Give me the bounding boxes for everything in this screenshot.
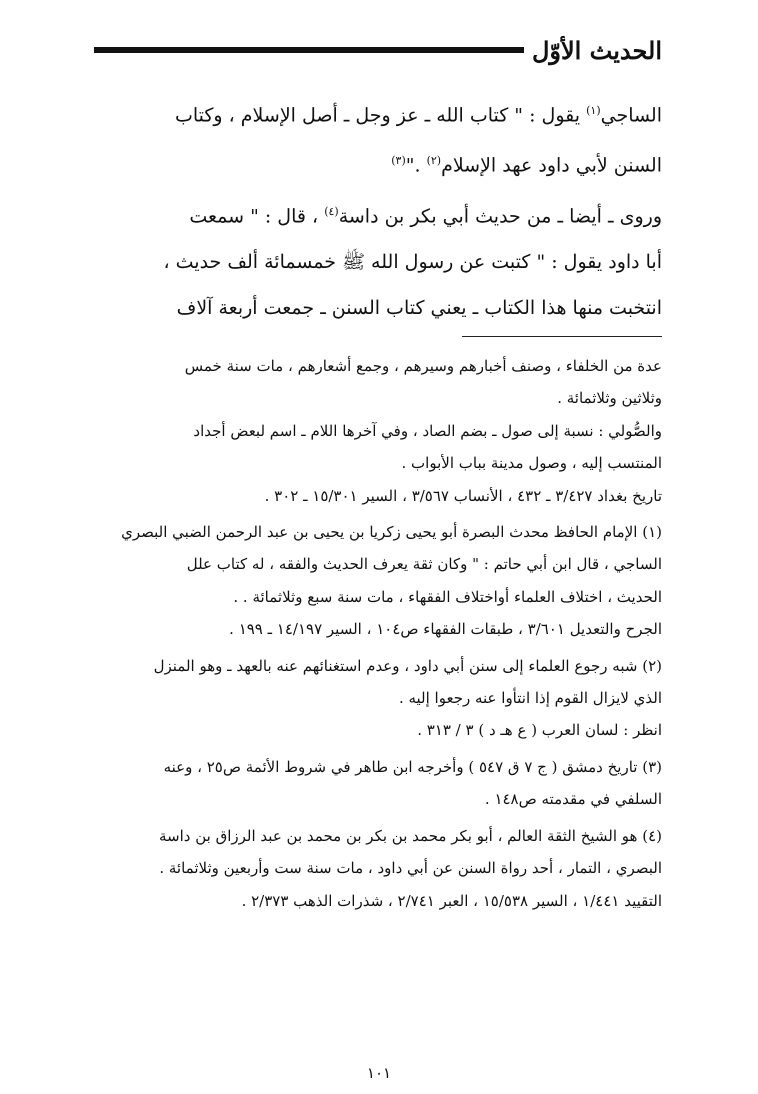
- footnote-ref: (٣): [391, 154, 406, 168]
- footnote-line: عدة من الخلفاء ، وصنف أخبارهم وسيرهم ، وجمع أشعارهم ، مات سنة خمس: [184, 357, 662, 375]
- page-header: [94, 30, 662, 70]
- footnote-line: الجرح والتعديل ٣/٦٠١ ، طبقات الفقهاء ص١٠٤ ، السير ١٤/١٩٧ ـ ١٩٩ .: [229, 620, 662, 639]
- footnote-line: الحديث ، اختلاف العلماء أواختلاف الفقهاء ، مات سنة سبع وثلاثمائة . .: [233, 587, 662, 606]
- footnote-line: انظر : لسان العرب ( ع هـ د ) ٣ / ٣١٣ .: [417, 721, 662, 740]
- main-line: الساجي$^{(١)}$ يقول : " كتاب الله ـ عز وجل ـ أصل الإسلام ، وكتاب: [174, 104, 662, 127]
- main-line: أبا داود يقول : " كتبت عن رسول الله ﷺ خمسمائة ألف حديث ،: [163, 250, 662, 273]
- footnote-line: البصري ، التمار ، أحد رواة السنن عن أبي داود ، مات سنة ست وأربعين وثلاثمائة .: [159, 859, 662, 878]
- footnote-line: المنتسب إليه ، وصول مدينة بباب الأبواب .: [401, 454, 662, 473]
- main-line: السنن لأبي داود عهد الإسلام$^{(٢)}$ ."$^{(٣)}$: [391, 154, 662, 177]
- footnote-line: (١) الإمام الحافظ محدث البصرة أبو يحيى زكريا بن يحيى بن عبد الرحمن الضبي البصري: [121, 523, 662, 542]
- main-text: [96, 88, 662, 331]
- footnote-line: (٢) شبه رجوع العلماء إلى سنن أبي داود ، وعدم استغنائهم عنه بالعهد ـ وهو المنزل: [153, 656, 662, 675]
- footnote-line: (٤) هو الشيخ الثقة العالم ، أبو بكر محمد بن بكر بن محمد بن عبد الرزاق بن داسة: [159, 826, 662, 845]
- main-line: وروى ـ أيضا ـ من حديث أبي بكر بن داسة$^{(٤)}$ ، قال : " سمعت: [189, 204, 662, 227]
- footnote-separator: [462, 336, 662, 337]
- header-rule: [94, 47, 524, 53]
- footnote-ref: (٤): [324, 204, 339, 218]
- footnote-line: (٣) تاريخ دمشق ( ج ٧ ق ٥٤٧ ) وأخرجه ابن طاهر في شروط الأئمة ص٢٥ ، وعنه: [163, 757, 662, 776]
- footnote-line: الساجي ، قال ابن أبي حاتم : " وكان ثقة يعرف الحديث والفقه ، له كتاب علل: [186, 555, 662, 574]
- footnote-ref: (٢): [426, 154, 442, 168]
- page-number: ١٠١: [366, 1064, 392, 1082]
- footnote-line: التقييد ١/٤٤١ ، السير ١٥/٥٣٨ ، العبر ٢/٧٤١ ، شذرات الذهب ٢/٣٧٣ .: [241, 891, 662, 910]
- footnote-line: والصُّولي : نسبة إلى صول ـ بضم الصاد ، وفي آخرها اللام ـ اسم لبعض أجداد: [193, 421, 662, 440]
- footnote-ref: (١): [586, 104, 601, 117]
- footnote-line: وثلاثين وثلاثمائة .: [557, 389, 662, 408]
- footnote-line: الذي لايزال القوم إذا انتأوا عنه رجعوا إليه .: [398, 689, 662, 708]
- footnotes: [96, 350, 662, 917]
- footnote-line: السلفي في مقدمته ص١٤٨ .: [484, 790, 662, 809]
- footnote-line: تاريخ بغداد ٣/٤٢٧ ـ ٤٣٢ ، الأنساب ٣/٥٦٧ ، السير ١٥/٣٠١ ـ ٣٠٢ .: [264, 486, 662, 505]
- main-line: انتخبت منها هذا الكتاب ـ يعني كتاب السنن ـ جمعت أربعة آلاف: [176, 296, 662, 319]
- chapter-title: الحديث الأوّل: [531, 35, 662, 65]
